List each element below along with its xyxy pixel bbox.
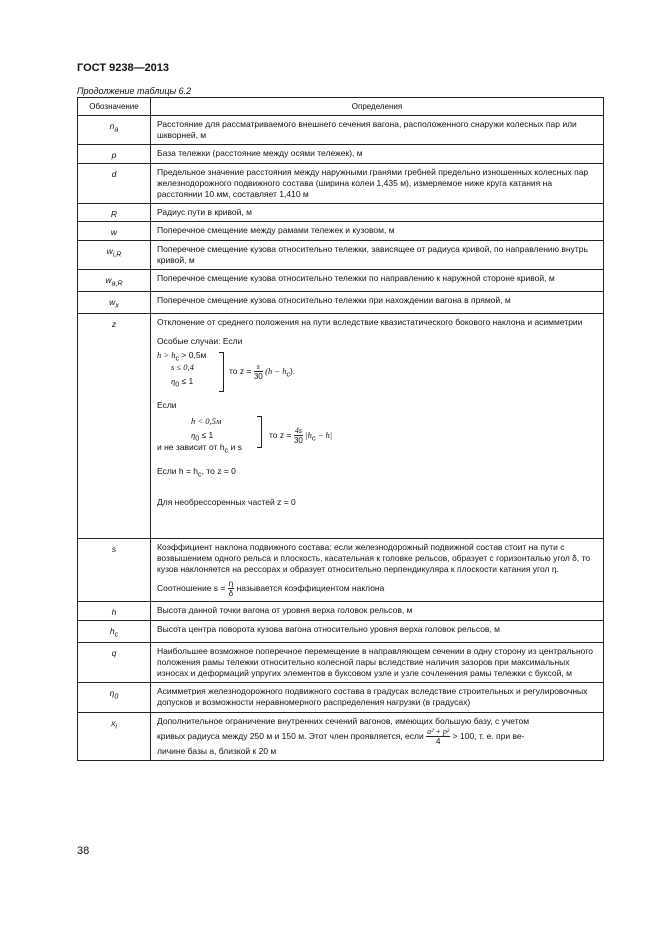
z-unsprung: Для необрессоренных частей z = 0 [157, 497, 296, 508]
table-row [78, 222, 604, 240]
definition-cell: Коэффициент наклона подвижного состава: если железнодорожный подвижной состав стоит на пути с возвышением одного рельса и плоскость, касательная к головке рельсов, образует с горизонталью угол δ, то кузов наклоняется на рессорах и образует относительно перпендикуляра к плоскости катания угол η. Соотношение s = $\frac{\eta}{\delta}$ называется коэффициентом наклона [151, 538, 604, 602]
table-row-x [78, 712, 604, 760]
symbol-cell: w [78, 222, 151, 240]
s-ratio: Соотношение s = $\frac{\eta}{\delta}$ называется коэффициентом наклона [157, 579, 385, 599]
case-block-2: h < 0,5м $\eta_0 \le 1$ то z = $\frac{4s}{30}$ $|h_c - h|$ и не зависит от $h_c$ и s [157, 416, 333, 456]
symbol-cell: R [78, 204, 151, 222]
case-block-1: $h > h_c > 0,5м$ s ≤ 0,4 $\eta_0 \le 1$ то z = $\frac{s}{30}$ $(h - h_c)$. [157, 350, 598, 394]
table-row [78, 620, 604, 642]
table-header-row [78, 98, 604, 116]
symbol-cell: $n_a$ [78, 116, 151, 145]
definition-cell: Асимметрия железнодорожного подвижного состава в градусах вследствие строительных и регулировочных допусков и возможности неравномерного распределения нагрузки (в градусах) [151, 683, 604, 712]
definition-cell: Высота данной точки вагона от уровня верха головок рельсов, м [151, 602, 604, 620]
definition-cell: Расстояние для рассматриваемого внешнего сечения вагона, расположенного снаружи колесных пар или шкворней, м [151, 116, 604, 145]
definition-cell [151, 313, 604, 538]
definition-cell: Наибольшее возможное поперечное перемещение в направляющем сечении в одну сторону из центрального положения рамы тележки относительно колесной пары вследствие наличия зазоров при максимальных износах и деформаций упругих элементов в буксовом узле и узле сочленения рамы тележки с буксой, м [151, 642, 604, 683]
table-row [78, 145, 604, 163]
z-equal-case: Если $h = h_c$, то z = 0 [157, 466, 236, 480]
table-row-s [78, 538, 604, 602]
table-row [78, 270, 604, 292]
definition-cell: Поперечное смещение между рамами тележек и кузовом, м [151, 222, 604, 240]
definition-cell: Радиус пути в кривой, м [151, 204, 604, 222]
table-row [78, 240, 604, 269]
symbol-cell: z [78, 313, 151, 538]
table-row [78, 291, 604, 313]
table-row [78, 116, 604, 145]
symbol-cell: s [78, 538, 151, 602]
table-row [78, 602, 604, 620]
table-row [78, 204, 604, 222]
symbol-cell: $\eta_0$ [78, 683, 151, 712]
table-caption: Продолжение таблицы 6.2 [77, 86, 192, 96]
definition-cell: База тележки (расстояние между осями тележек), м [151, 145, 604, 163]
symbol-cell: $w_{i,R}$ [78, 240, 151, 269]
definition-cell: Высота центра поворота кузова вагона относительно уровня верха головок рельсов, м [151, 620, 604, 642]
definition-cell: Предельное значение расстояния между наружными гранями гребней предельно изношенных колесных пар железнодорожного подвижного состава (ширина колеи 1,435 м), измеряемое ниже круга катания на расстоянии 10 мм, составляет 1,410 м [151, 163, 604, 204]
table-row [78, 683, 604, 712]
definition-cell: Поперечное смещение кузова относительно тележки при нахождении вагона в прямой, м [151, 291, 604, 313]
page-number: 38 [77, 845, 90, 857]
symbol-cell: $h_c$ [78, 620, 151, 642]
definition-cell: Поперечное смещение кузова относительно тележки по направлению к наружной стороне кривой, м [151, 270, 604, 292]
definitions-table [77, 97, 604, 761]
symbol-cell: q [78, 642, 151, 683]
table-row [78, 642, 604, 683]
symbol-cell: $w_x$ [78, 291, 151, 313]
z-special: Особые случаи: Если [157, 336, 243, 347]
col-definition-header: Определения [151, 98, 604, 116]
table-row [78, 163, 604, 204]
symbol-cell: d [78, 163, 151, 204]
symbol-cell: p [78, 145, 151, 163]
standard-number: ГОСТ 9238—2013 [77, 62, 170, 74]
symbol-cell: $x_i$ [78, 712, 151, 760]
col-symbol-header: Обозначение [78, 98, 151, 116]
symbol-cell: h [78, 602, 151, 620]
table-row-z [78, 313, 604, 538]
symbol-cell: $w_{a,R}$ [78, 270, 151, 292]
z-intro: Отклонение от среднего положения на пути вследствие квазистатического бокового наклона и асимметрии [157, 316, 583, 327]
definition-cell: Поперечное смещение кузова относительно тележки, зависящее от радиуса кривой, по направлению внутрь кривой, м [151, 240, 604, 269]
definition-cell: Дополнительное ограничение внутренних сечений вагонов, имеющих большую базу, с учетом кривых радиуса между 250 м и 150 м. Этот член проявляется, если $\frac{\text{a² + p²}}{4}$ > 100, т. е. при ве- личине базы a, близкой к 20 м [151, 712, 604, 760]
z-esli: Если [157, 400, 177, 411]
